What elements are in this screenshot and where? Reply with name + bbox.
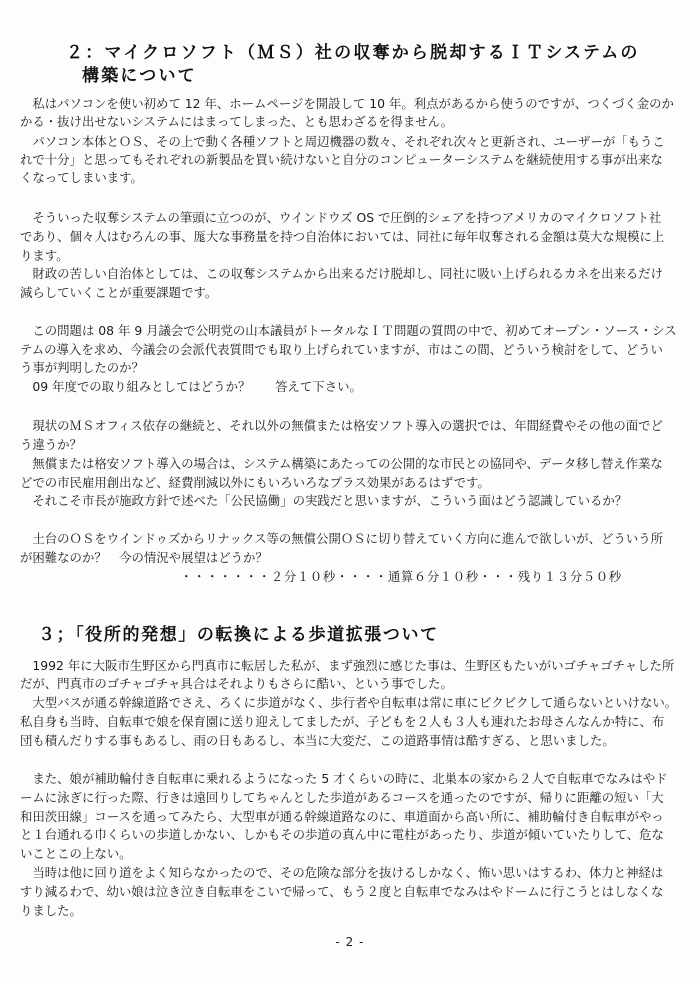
body-text-line: 当時は他に回り道をよく知らなかったので、その危険な部分を抜けるしかなく、怖い思いはするわ、体力と神経は: [20, 865, 664, 880]
body-text-line: 減らしていくことが重要課題です。: [20, 285, 218, 300]
body-text-line: すり減るわで、幼い娘は泣き泣き自転車をこいで帰って、もう２度と自転車でなみはやドームに行こうとはしなくな: [20, 884, 664, 899]
body-text-line: が困難なのか？ 今の情況や展望はどうか？: [20, 550, 268, 565]
body-text-line: この問題は 08 年 9 月議会で公明党の山本議員がトータルなＩＴ問題の質問の中で、初めてオープン・ソース・シス: [20, 323, 677, 338]
body-text-line: どでの市民雇用創出など、経費削減以外にもいろいろなプラス効果があるはずです。: [20, 475, 490, 490]
section-3-title: ３；「役所的発想」の転換による歩道拡張ついて: [38, 625, 439, 645]
body-text-line: 私自身も当時、自転車で娘を保育園に送り迎えしてましたが、子どもを２人も３人も連れたお母さんなんか特に、布: [20, 714, 665, 729]
body-text-line: また、娘が補助輪付き自転車に乗れるようになった 5 才くらいの時に、北巣本の家から２人で自転車でなみはやド: [20, 771, 668, 786]
speech-timing-line: ・・・・・・・２分１０秒・・・・通算６分１０秒・・・残り１３分５０秒: [180, 569, 622, 584]
body-text-line: 土台のＯＳをウインドゥズからリナックス等の無償公開ＯＳに切り替えていく方向に進んで欲しいが、どういう所: [20, 531, 664, 546]
body-text-line: 無償または格安ソフト導入の場合は、システム構築にあたっての公開的な市民との協同や、データ移し替え作業な: [20, 456, 663, 471]
body-text-line: れで十分」と思ってもそれぞれの新製品を買い続けないと自分のコンピューターシステムを継続使用する事が出来な: [20, 152, 663, 167]
section-2-title: ２：マイクロソフト（ＭＳ）社の収奪から脱却するＩＴシステムの: [66, 43, 640, 63]
body-text-line: 団も積んだりする事もあるし、雨の日もあるし、本当に大変だ、この道路事情は酷すぎる、と思いました。: [20, 733, 615, 748]
body-text-line: 1992 年に大阪市生野区から門真市に転居した私が、まず強烈に感じた事は、生野区もたいがいゴチャゴチャした所: [20, 658, 675, 673]
body-text-line: だが、門真市のゴチャゴチャ具合はそれよりもさらに酷い、という事でした。: [20, 676, 453, 691]
body-text-line: 大型バスが通る幹線道路でさえ、ろくに歩道がなく、歩行者や自転車は常に車にビクビクして通らないといけない。: [20, 695, 678, 710]
body-text-line: う違うか？: [20, 437, 82, 452]
body-text-line: であり、個々人はむろんの事、厖大な事務量を持つ自治体においては、同社に毎年収奪される金額は莫大な規模に上: [20, 229, 665, 244]
body-text-line: かる・抜け出せないシステムにはまってしまった、とも思わざるを得ません。: [20, 114, 454, 129]
section-2-title-continued: 構築について: [82, 66, 197, 86]
body-text-line: と１台通れる巾くらいの歩道しかない、しかもその歩道の真ん中に電柱があったり、歩道が傾いていたりして、危な: [20, 827, 664, 842]
body-text-line: 現状のＭＳオフィス依存の継続と、それ以外の無償または格安ソフト導入の選択では、年間経費やその他の面でど: [20, 418, 663, 433]
body-text-line: テムの導入を求め、今議会の会派代表質問でも取り上げられていますが、市はこの間、どういう検討をして、どうい: [20, 342, 663, 357]
body-text-line: パソコン本体とＯＳ、その上で動く各種ソフトと周辺機器の数々、それぞれ次々と更新され、ユーザーが「もうこ: [20, 134, 665, 149]
body-text-line: 財政の苦しい自治体としては、この収奪システムから出来るだけ脱却し、同社に吸い上げられるカネを出来るだけ: [20, 266, 664, 281]
body-text-line: 和田茨田線」コースを通ってみたら、大型車が通る幹線道路なのに、車道面から高い所に、補助輪付き自転車がやっ: [20, 809, 664, 824]
body-text-line: それこそ市長が施政方針で述べた「公民協働」の実践だと思いますが、こういう面はどう認識しているか？: [20, 493, 628, 508]
body-text-line: りました。: [20, 903, 82, 918]
body-text-line: そういった収奪システムの筆頭に立つのが、ウインドウズ OS で圧倒的シェアを持つアメリカのマイクロソフト社: [20, 210, 662, 225]
body-text-line: う事が判明したのか？: [20, 360, 144, 375]
page-number: - 2 -: [335, 935, 365, 949]
body-text-line: ります。: [20, 248, 69, 263]
body-text-line: いことこの上ない。: [20, 846, 132, 861]
body-text-line: 私はパソコンを使い初めて 12 年、ホームページを開設して 10 年。利点があるから使うのですが、つくづく金のか: [20, 96, 674, 111]
body-text-line: 09 年度での取り組みとしてはどうか？ 答えて下さい。: [20, 379, 362, 394]
body-text-line: ームに泳ぎに行った際、行きは遠回りしてちゃんとした歩道があるコースを通ったのですが、帰りに距離の短い「大: [20, 790, 664, 805]
body-text-line: くなってしまいます。: [20, 170, 143, 185]
